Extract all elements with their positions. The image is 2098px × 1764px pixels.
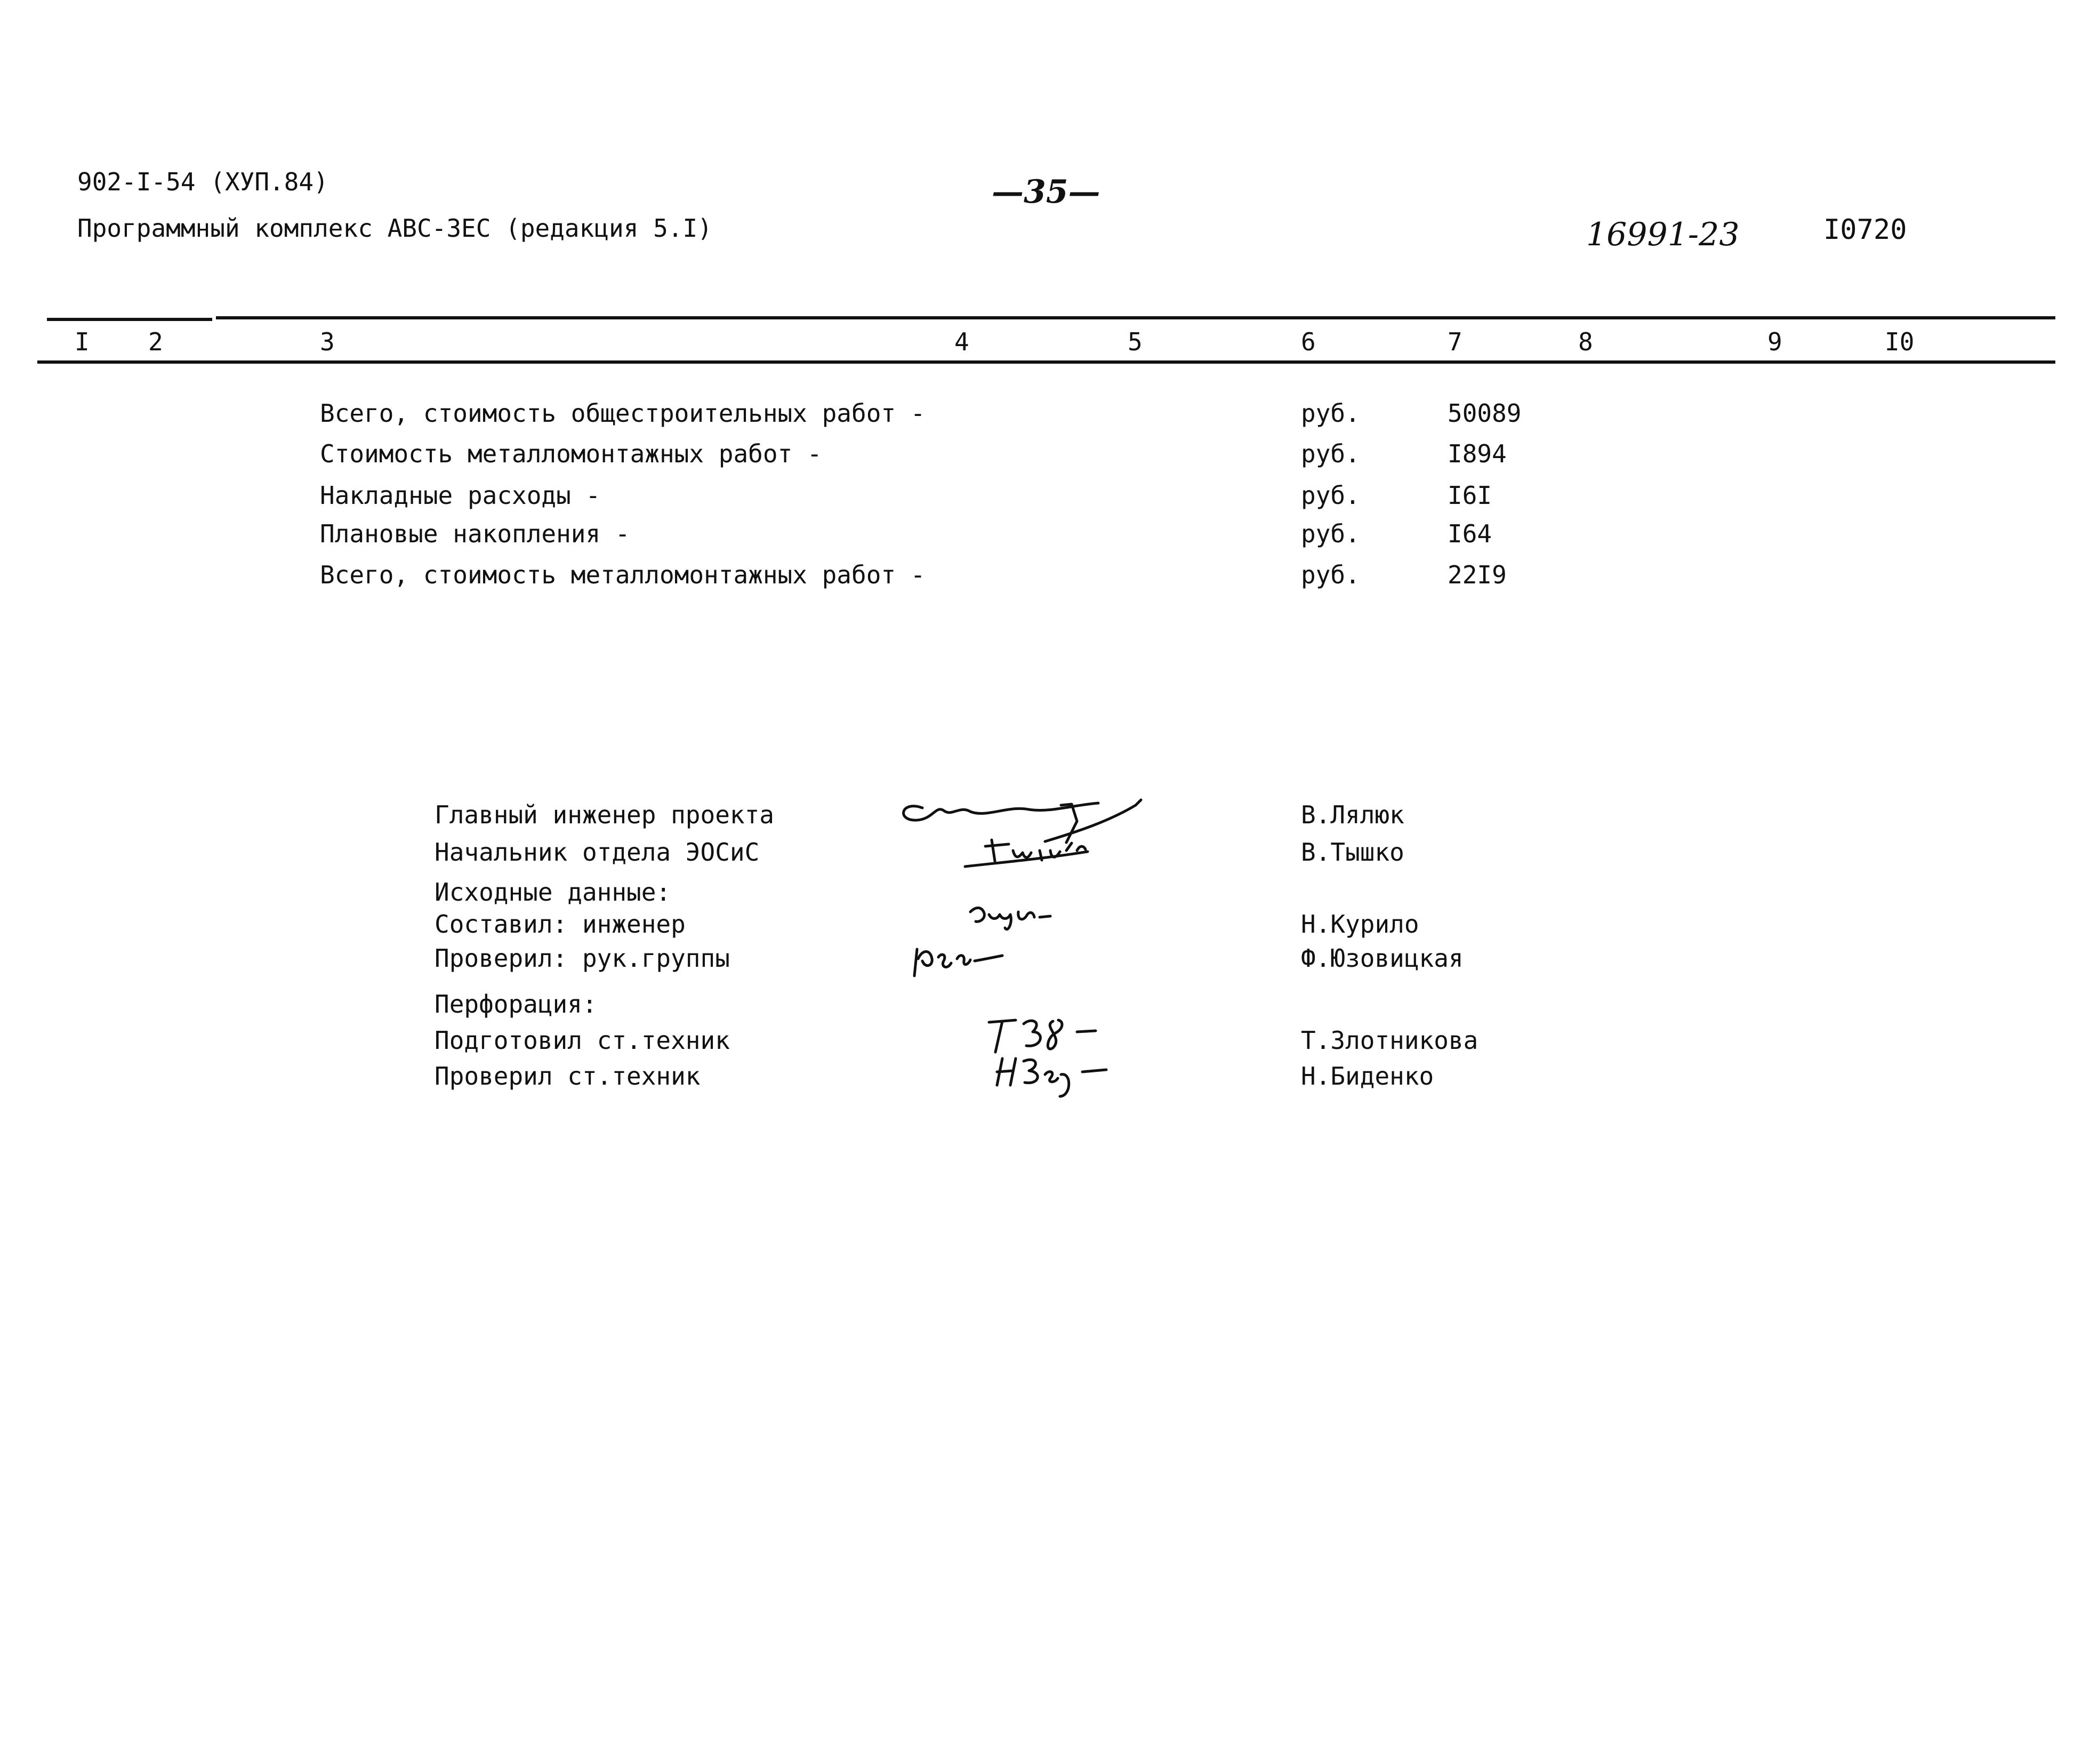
row-label: Всего, стоимость общестроительных работ -	[320, 399, 926, 428]
signature-role: Проверил: рук.группы	[435, 944, 730, 973]
column-header-1: I	[75, 327, 90, 356]
signatory-name: В.Лялюк	[1301, 800, 1404, 829]
header-top-rule	[47, 318, 212, 321]
signatory-name: Н.Биденко	[1301, 1062, 1434, 1091]
handwritten-number: 16991-23	[1586, 216, 1740, 253]
column-header-3: 3	[320, 327, 335, 356]
signature-role: Проверил ст.техник	[435, 1062, 701, 1091]
signature-role: Начальник отдела ЭОСиС	[435, 838, 760, 867]
row-value: I894	[1448, 439, 1507, 468]
header-bottom-rule	[37, 360, 2055, 364]
page-number: —35—	[992, 173, 1100, 211]
program-title: Программный комплекс АВС-ЗЕС (редакция 5.I)	[77, 214, 712, 243]
column-header-5: 5	[1128, 327, 1143, 356]
signature-checker	[992, 1045, 1152, 1104]
column-header-6: 6	[1301, 327, 1316, 356]
row-label: Стоимость металломонтажных работ -	[320, 439, 822, 468]
row-unit: руб.	[1301, 519, 1360, 548]
signature-role: Подготовил ст.техник	[435, 1026, 730, 1055]
row-value: 50089	[1448, 399, 1522, 428]
row-unit: руб.	[1301, 481, 1360, 510]
signature-department-head	[960, 829, 1141, 888]
signature-reviewer	[906, 928, 1034, 987]
signatory-name: В.Тышко	[1301, 838, 1404, 867]
header-top-rule-main	[216, 316, 2055, 319]
document-number: I0720	[1823, 214, 1907, 246]
signature-role: Составил: инженер	[435, 910, 686, 939]
signature-role: Исходные данные:	[435, 878, 671, 907]
document-code: 902-I-54 (ХУП.84)	[77, 167, 328, 196]
column-header-2: 2	[148, 327, 163, 356]
column-header-7: 7	[1448, 327, 1462, 356]
signature-role: Перфорация:	[435, 990, 597, 1019]
row-value: I6I	[1448, 481, 1492, 510]
signatory-name: Т.Злотникова	[1301, 1026, 1478, 1055]
row-unit: руб.	[1301, 439, 1360, 468]
signatory-name: Ф.Юзовицкая	[1301, 944, 1464, 973]
row-label: Плановые накопления -	[320, 519, 630, 548]
row-value: 22I9	[1448, 560, 1507, 589]
row-unit: руб.	[1301, 399, 1360, 428]
row-label: Всего, стоимость металломонтажных работ -	[320, 560, 926, 589]
row-label: Накладные расходы -	[320, 481, 601, 510]
column-header-9: 9	[1767, 327, 1782, 356]
column-header-4: 4	[954, 327, 969, 356]
column-header-8: 8	[1578, 327, 1593, 356]
column-header-10: I0	[1885, 327, 1915, 356]
signature-role: Главный инженер проекта	[435, 800, 774, 829]
row-unit: руб.	[1301, 560, 1360, 589]
signatory-name: Н.Курило	[1301, 910, 1419, 939]
row-value: I64	[1448, 519, 1492, 548]
